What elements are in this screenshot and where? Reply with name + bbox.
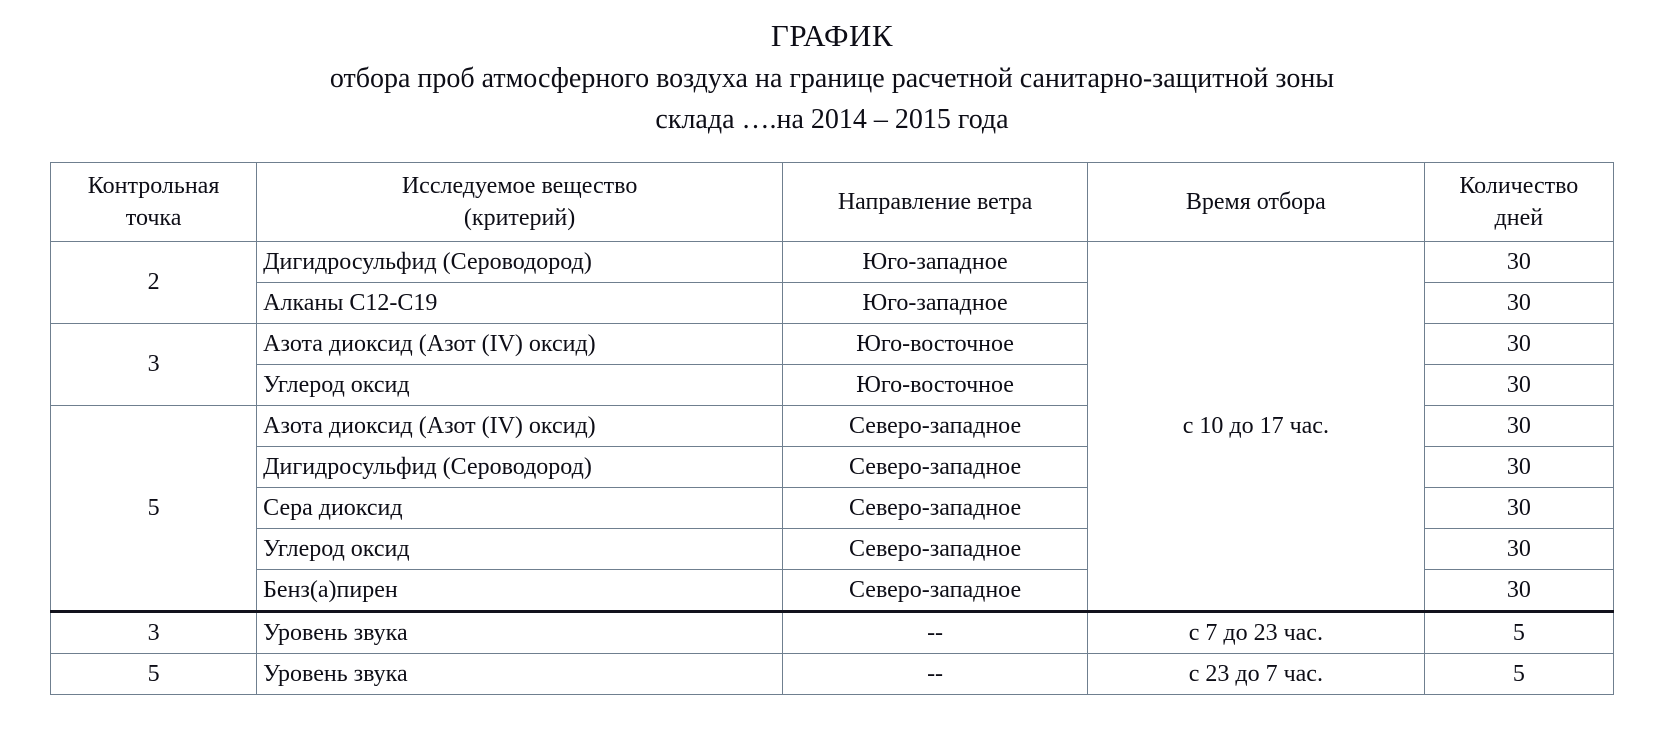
cell-wind-direction: Северо-западное <box>783 570 1088 612</box>
cell-days-count: 30 <box>1424 529 1613 570</box>
cell-wind-direction: Юго-западное <box>783 242 1088 283</box>
cell-control-point: 5 <box>51 406 257 612</box>
table-header <box>51 163 1614 242</box>
cell-control-point: 2 <box>51 242 257 324</box>
table-body <box>51 242 1614 695</box>
cell-substance: Уровень звука <box>257 654 783 695</box>
cell-substance: Углерод оксид <box>257 365 783 406</box>
cell-sampling-time-merged: с 10 до 17 час. <box>1088 242 1425 612</box>
cell-control-point: 5 <box>51 654 257 695</box>
column-header-wind-direction <box>783 163 1088 242</box>
document-title-block <box>0 0 1664 140</box>
cell-days-count: 30 <box>1424 488 1613 529</box>
cell-wind-direction: Юго-восточное <box>783 365 1088 406</box>
cell-days-count: 30 <box>1424 365 1613 406</box>
cell-wind-direction: -- <box>783 612 1088 654</box>
table-row <box>51 612 1614 654</box>
cell-days-count: 30 <box>1424 324 1613 365</box>
cell-substance: Дигидросульфид (Сероводород) <box>257 242 783 283</box>
cell-wind-direction: Юго-западное <box>783 283 1088 324</box>
column-header-sampling-time <box>1088 163 1425 242</box>
table-header-row <box>51 163 1614 242</box>
cell-substance: Сера диоксид <box>257 488 783 529</box>
cell-substance: Азота диоксид (Азот (IV) оксид) <box>257 324 783 365</box>
cell-wind-direction: Северо-западное <box>783 447 1088 488</box>
column-header-wind-direction-line1: Направление ветра <box>837 189 1033 215</box>
cell-wind-direction: -- <box>783 654 1088 695</box>
cell-wind-direction: Северо-западное <box>783 488 1088 529</box>
page-subtitle-line-2: склада ….на 2014 – 2015 года <box>655 104 1009 135</box>
column-header-days-count-line2: дней <box>1494 205 1544 231</box>
cell-substance: Бенз(а)пирен <box>257 570 783 612</box>
page-title: ГРАФИК <box>770 18 894 53</box>
cell-days-count: 30 <box>1424 283 1613 324</box>
cell-days-count: 30 <box>1424 406 1613 447</box>
column-header-control-point-line2: точка <box>125 205 182 231</box>
cell-substance: Углерод оксид <box>257 529 783 570</box>
cell-days-count: 30 <box>1424 447 1613 488</box>
cell-days-count: 5 <box>1424 654 1613 695</box>
column-header-sampling-time-line1: Время отбора <box>1185 189 1326 215</box>
cell-substance: Азота диоксид (Азот (IV) оксид) <box>257 406 783 447</box>
column-header-days-count-line1: Количество <box>1459 173 1579 199</box>
column-header-control-point <box>51 163 257 242</box>
column-header-substance <box>257 163 783 242</box>
column-header-days-count <box>1424 163 1613 242</box>
column-header-substance-line2: (критерий) <box>463 205 576 231</box>
cell-days-count: 5 <box>1424 612 1613 654</box>
cell-sampling-time: с 7 до 23 час. <box>1088 612 1425 654</box>
schedule-table <box>50 162 1614 695</box>
table-row <box>51 654 1614 695</box>
cell-wind-direction: Юго-восточное <box>783 324 1088 365</box>
cell-substance: Дигидросульфид (Сероводород) <box>257 447 783 488</box>
cell-substance: Алканы С12-С19 <box>257 283 783 324</box>
column-header-control-point-line1: Контрольная <box>87 173 220 199</box>
cell-sampling-time: с 23 до 7 час. <box>1088 654 1425 695</box>
cell-control-point: 3 <box>51 612 257 654</box>
cell-wind-direction: Северо-западное <box>783 406 1088 447</box>
cell-days-count: 30 <box>1424 570 1613 612</box>
cell-substance: Уровень звука <box>257 612 783 654</box>
table-row <box>51 242 1614 283</box>
page-subtitle-line-1: отбора проб атмосферного воздуха на границе расчетной санитарно-защитной зоны <box>329 63 1335 94</box>
cell-control-point: 3 <box>51 324 257 406</box>
cell-wind-direction: Северо-западное <box>783 529 1088 570</box>
column-header-substance-line1: Исследуемое вещество <box>401 173 638 199</box>
cell-days-count: 30 <box>1424 242 1613 283</box>
schedule-table-wrapper <box>50 162 1614 695</box>
